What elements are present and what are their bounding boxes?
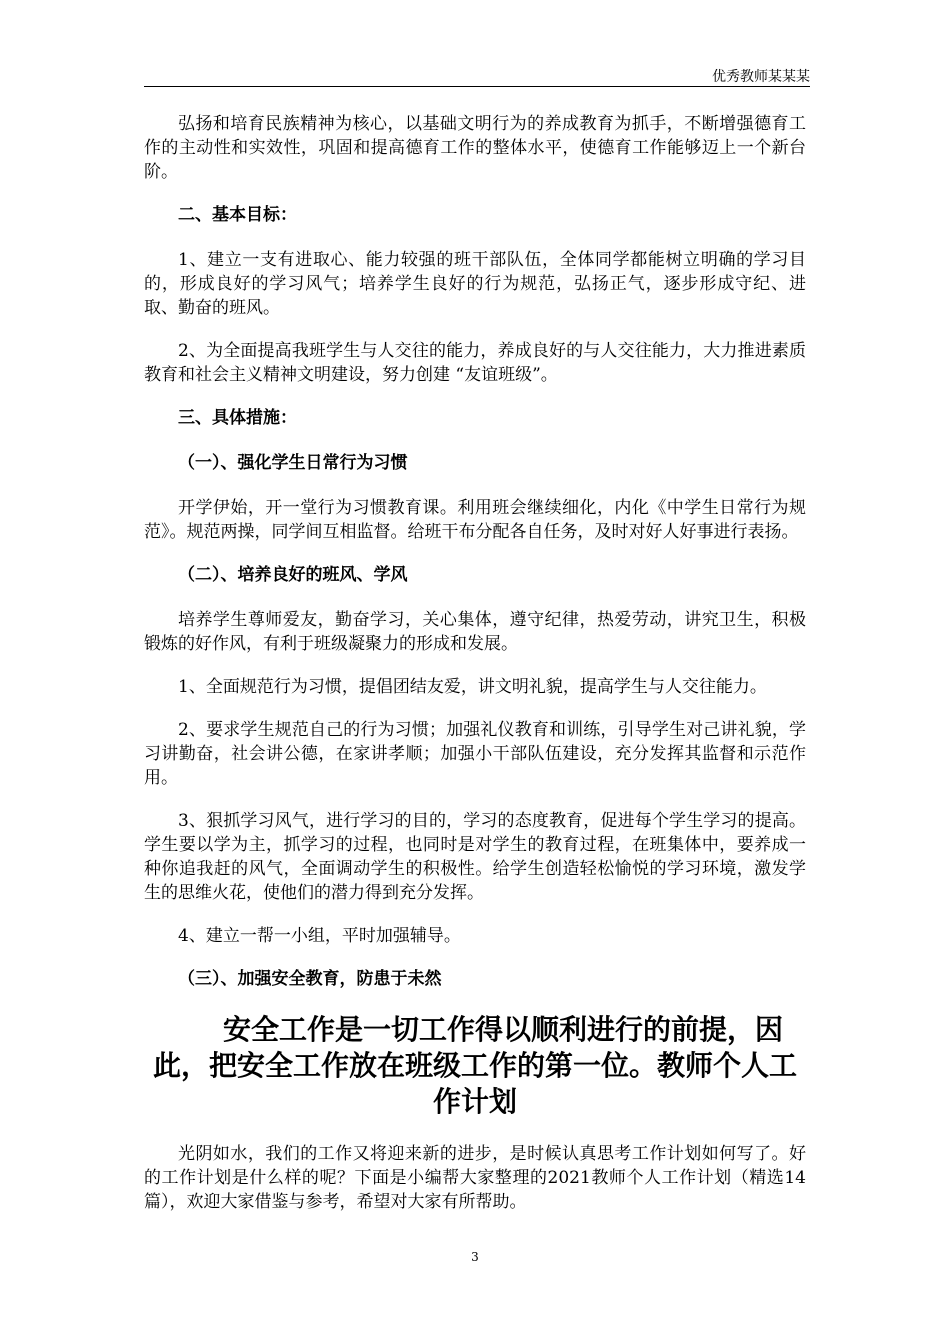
heading-measures: 三、具体措施：: [178, 408, 297, 428]
heading-basic-goals: 二、基本目标：: [178, 205, 297, 225]
paragraph-class-style: 培养学生尊师爱友，勤奋学习，关心集体，遵守纪律，热爱劳动，讲究卫生，积极锻炼的好作风，有利于班级凝聚力的形成和发展。: [144, 610, 806, 654]
paragraph-teacher-plan: 光阴如水，我们的工作又将迎来新的进步，是时候认真思考工作计划如何写了。好的工作计划是什么样的呢？下面是小编帮大家整理的2021教师个人工作计划（精选14篇），欢迎大家借鉴与参考，希望对大家有所帮助。: [144, 1144, 806, 1212]
paragraph-goal-1: 1、建立一支有进取心、能力较强的班干部队伍，全体同学都能树立明确的学习目的，形成良好的学习风气；培养学生良好的行为规范，弘扬正气，逐步形成守纪、进取、勤奋的班风。: [144, 250, 806, 318]
page-header: 优秀教师某某某: [712, 69, 810, 85]
subheading-class-style: （二）、培养良好的班风、学风: [178, 565, 408, 585]
page-number: 3: [471, 1250, 479, 1264]
paragraph-habits: 开学伊始，开一堂行为习惯教育课。利用班会继续细化，内化《中学生日常行为规范》。规范两操，同学间互相监督。给班干布分配各自任务，及时对好人好事进行表扬。: [144, 498, 806, 542]
subheading-safety: （三）、加强安全教育，防患于未然: [178, 969, 442, 989]
subheading-habits: （一）、强化学生日常行为习惯: [178, 453, 408, 473]
paragraph-item-2: 2、要求学生规范自己的行为习惯；加强礼仪教育和训练，引导学生对己讲礼貌，学习讲勤奋，社会讲公德，在家讲孝顺；加强小干部队伍建设，充分发挥其监督和示范作用。: [144, 720, 806, 788]
section-title: [144, 1012, 806, 1120]
paragraph-intro: 弘扬和培育民族精神为核心，以基础文明行为的养成教育为抓手，不断增强德育工作的主动性和实效性，巩固和提高德育工作的整体水平，使德育工作能够迈上一个新台阶。: [144, 114, 806, 182]
document-body: [144, 112, 806, 1233]
paragraph-goal-2: 2、为全面提高我班学生与人交往的能力，养成良好的与人交往能力，大力推进素质教育和社会主义精神文明建设，努力创建 “友谊班级”。: [144, 341, 806, 385]
paragraph-item-3: 3、狠抓学习风气，进行学习的目的，学习的态度教育，促进每个学生学习的提高。学生要以学为主，抓学习的过程，也同时是对学生的教育过程，在班集体中，要养成一种你追我赶的风气，全面调动学生的积极性。给学生创造轻松愉悦的学习环境，激发学生的思维火花，使他们的潜力得到充分发挥。: [144, 811, 806, 903]
paragraph-item-4: 4、建立一帮一小组，平时加强辅导。: [178, 926, 461, 946]
paragraph-item-1: 1、全面规范行为习惯，提倡团结友爱，讲文明礼貌，提高学生与人交往能力。: [178, 677, 767, 697]
section-title-text: 安全工作是一切工作得以顺利进行的前提，因此，把安全工作放在班级工作的第一位。教师个人工作计划: [152, 1013, 797, 1118]
header-divider: [144, 86, 810, 87]
